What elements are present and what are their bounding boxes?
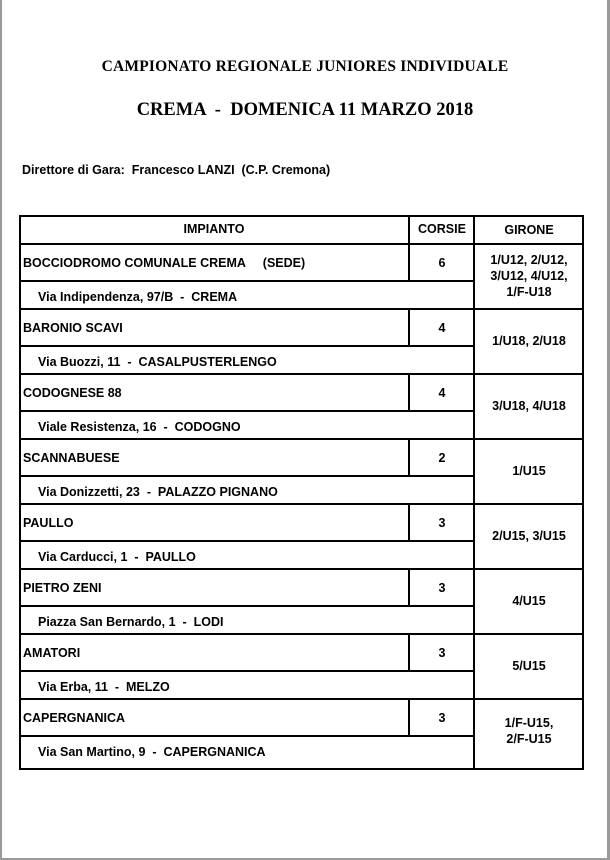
name-row-divider (19, 605, 474, 607)
venue-name: PAULLO (23, 516, 74, 530)
name-row-divider (19, 670, 474, 672)
venue-address: Via Carducci, 1 - PAULLO (38, 550, 196, 564)
name-row-divider (19, 540, 474, 542)
venue-address: Via San Martino, 9 - CAPERGNANICA (38, 745, 266, 759)
lanes-count: 3 (438, 711, 446, 725)
group-assignment: 1/F-U15, 2/F-U15 (504, 715, 554, 746)
corsie-cell-divider (408, 633, 410, 670)
venue-address: Via Buozzi, 11 - CASALPUSTERLENGO (38, 355, 277, 369)
group-assignment: 1/U15 (512, 463, 546, 478)
header-girone: GIRONE (504, 223, 554, 237)
corsie-cell-divider (408, 243, 410, 280)
corsie-cell-divider (408, 373, 410, 410)
name-row-divider (19, 410, 474, 412)
name-row-divider (19, 280, 474, 282)
venue-name: AMATORI (23, 646, 81, 660)
corsie-column-divider (408, 215, 410, 243)
venue-address: Via Donizzetti, 23 - PALAZZO PIGNANO (38, 485, 278, 499)
corsie-cell-divider (408, 308, 410, 345)
group-assignment: 2/U15, 3/U15 (492, 528, 566, 543)
venue-address: Piazza San Bernardo, 1 - LODI (38, 615, 224, 629)
lanes-count: 3 (438, 516, 446, 530)
venue-name: PIETRO ZENI (23, 581, 102, 595)
venue-name: BARONIO SCAVI (23, 321, 123, 335)
corsie-cell-divider (408, 568, 410, 605)
venue-name: BOCCIODROMO COMUNALE CREMA (SEDE) (23, 256, 306, 270)
document-title: CAMPIONATO REGIONALE JUNIORES INDIVIDUALE (101, 58, 509, 75)
lanes-count: 3 (438, 646, 446, 660)
group-assignment: 3/U18, 4/U18 (492, 398, 566, 413)
race-director: Direttore di Gara: Francesco LANZI (C.P. Cremona) (22, 163, 331, 177)
window-frame-left (0, 0, 2, 860)
corsie-cell-divider (408, 503, 410, 540)
lanes-count: 4 (438, 386, 446, 400)
lanes-count: 6 (438, 256, 446, 270)
venue-address: Via Erba, 11 - MELZO (38, 680, 170, 694)
header-corsie: CORSIE (418, 222, 466, 236)
venue-name: SCANNABUESE (23, 451, 120, 465)
group-assignment: 4/U15 (512, 593, 546, 608)
venue-name: CODOGNESE 88 (23, 386, 122, 400)
corsie-cell-divider (408, 438, 410, 475)
event-subtitle: CREMA - DOMENICA 11 MARZO 2018 (136, 100, 474, 120)
venue-address: Via Indipendenza, 97/B - CREMA (38, 290, 238, 304)
name-row-divider (19, 735, 474, 737)
venue-address: Viale Resistenza, 16 - CODOGNO (38, 420, 241, 434)
group-assignment: 5/U15 (512, 658, 546, 673)
venue-name: CAPERGNANICA (23, 711, 126, 725)
lanes-count: 3 (438, 581, 446, 595)
group-assignment: 1/U12, 2/U12, 3/U12, 4/U12, 1/F-U18 (490, 252, 568, 299)
group-assignment: 1/U18, 2/U18 (492, 333, 566, 348)
name-row-divider (19, 345, 474, 347)
corsie-cell-divider (408, 698, 410, 735)
name-row-divider (19, 475, 474, 477)
lanes-count: 4 (438, 321, 446, 335)
header-impianto: IMPIANTO (183, 222, 245, 236)
lanes-count: 2 (438, 451, 446, 465)
